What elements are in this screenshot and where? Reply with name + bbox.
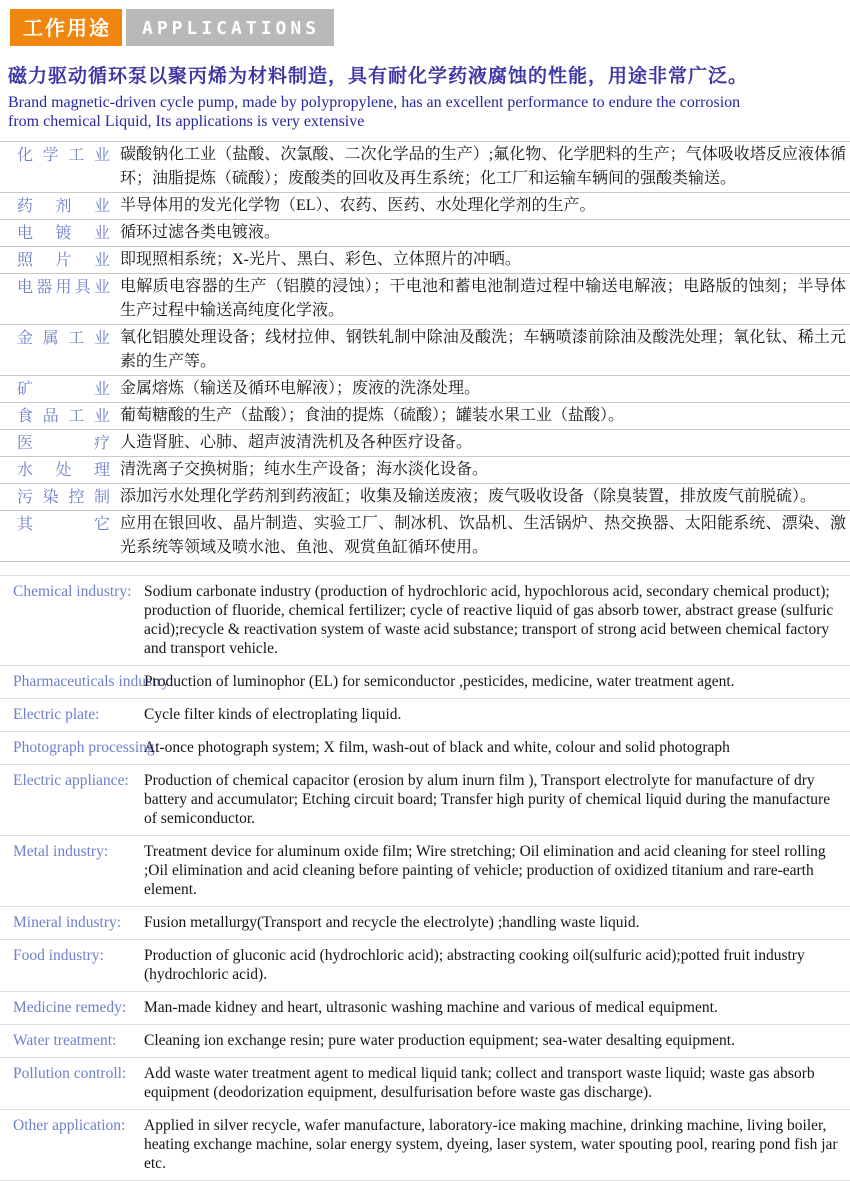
table-row [0,732,850,765]
table-row [0,220,850,247]
applications-table-chinese [0,141,850,562]
row-text: 添加污水处理化学药剂到药液缸；收集及输送废液；废气吸收设备（除臭装置，排放废气前脱硫）。 [120,487,817,505]
row-text: 半导体用的发光化学物（EL）、农药、医药、水处理化学剂的生产。 [120,196,596,214]
row-text: 碳酸钠化工业（盐酸、次氯酸、二次化学品的生产）;氟化物、化学肥料的生产；气体吸收塔反应液体循环；油脂提炼（硫酸）；废酸类的回收及再生系统；化工厂和运输车辆间的强酸类输送。 [120,145,846,187]
catalog-page [0,9,850,1172]
row-label: 金属工业 [17,329,110,347]
table-row [0,274,850,325]
row-text: Man-made kidney and heart, ultrasonic washing machine and various of medical equipment. [144,998,718,1016]
row-text: 即现照相系统；X-光片、黑白、彩色、立体照片的冲晒。 [120,250,521,268]
table-row [0,376,850,403]
row-text: Production of gluconic acid (hydrochloric acid); abstracting cooking oil(sulfuric acid);potted fruit industry (hydrochloric acid). [144,946,805,983]
intro-chinese: 磁力驱动循环泵以聚丙烯为材料制造，具有耐化学药液腐蚀的性能，用途非常广泛。 [8,66,749,87]
row-text: 葡萄糖酸的生产（盐酸）；食油的提炼（硫酸）；罐装水果工业（盐酸）。 [120,406,625,424]
row-label: Medicine remedy: [13,998,127,1016]
table-row [0,484,850,511]
table-row [0,1025,850,1058]
table-row [0,765,850,836]
row-text: At-once photograph system; X film, wash-out of black and white, colour and solid photograph [144,738,730,756]
intro-english-line2: from chemical Liquid, Its applications is very extensive [8,113,365,131]
table-row [0,836,850,907]
row-label: 照片业 [17,251,110,269]
row-label: 化学工业 [17,146,110,164]
row-label: 电器用具业 [17,278,110,296]
table-row [0,457,850,484]
row-label: Chemical industry: [13,582,132,600]
row-text: Cycle filter kinds of electroplating liquid. [144,705,402,723]
section-header [10,9,850,46]
table-row [0,247,850,274]
row-label: Metal industry: [13,842,109,860]
row-text: 人造肾脏、心肺、超声波清洗机及各种医疗设备。 [120,433,473,451]
table-row [0,907,850,940]
row-text: Add waste water treatment agent to medical liquid tank; collect and transport waste liquid; waste gas absorb equipment (deodorization equipment, desulfurisation before waste gas discharge). [144,1064,815,1101]
row-label: Water treatment: [13,1031,117,1049]
table-row [0,576,850,666]
row-text: Treatment device for aluminum oxide film; Wire stretching; Oil elimination and acid cleaning for steel rolling ;Oil elimination and acid cleaning before painting of vehicle; production of oxidized titanium and rare-earth element. [144,842,826,898]
row-label: Photograph processing: [13,738,159,756]
table-row [0,403,850,430]
table-row [0,193,850,220]
table-row [0,325,850,376]
applications-table-english [0,575,850,1181]
row-text: Cleaning ion exchange resin; pure water production equipment; sea-water desalting equipment. [144,1031,735,1049]
section-title-chinese: 工作用途 [10,9,122,46]
table-row [0,1110,850,1181]
row-label: 药剂业 [17,197,110,215]
row-label: Electric appliance: [13,771,129,789]
row-text: 清洗离子交换树脂；纯水生产设备；海水淡化设备。 [120,460,489,478]
row-text: 电解质电容器的生产（铝膜的浸蚀）；干电池和蓄电池制造过程中输送电解液；电路版的蚀刻；半导体生产过程中输送高纯度化学液。 [120,277,846,319]
row-text: Fusion metallurgy(Transport and recycle the electrolyte) ;handling waste liquid. [144,913,640,931]
row-label: Food industry: [13,946,104,964]
row-label: 矿业 [17,380,110,398]
row-text: 循环过滤各类电镀液。 [120,223,281,241]
table-row [0,666,850,699]
row-label: 污染控制 [17,488,110,506]
row-label: Pharmaceuticals industry: [13,672,174,690]
row-label: 其它 [17,515,110,533]
row-label: Pollution controll: [13,1064,127,1082]
section-title-english: APPLICATIONS [126,9,334,46]
table-row [0,699,850,732]
table-row [0,992,850,1025]
row-text: 金属熔炼（输送及循环电解液）；废液的洗涤处理。 [120,379,481,397]
row-text: 应用在银回收、晶片制造、实验工厂、制冰机、饮品机、生活锅炉、热交换器、太阳能系统、漂染、激光系统等领域及喷水池、鱼池、观赏鱼缸循环使用。 [120,514,846,556]
table-row [0,430,850,457]
row-label: 医疗 [17,434,110,452]
row-text: Production of chemical capacitor (erosion by alum inurn film ), Transport electrolyte for manufacture of dry battery and accumulator; Etching circuit board; Transfer high purity of chemical liquid during the manufacture of semiconductor. [144,771,831,827]
row-text: Applied in silver recycle, wafer manufacture, laboratory-ice making machine, drinking machine, living boiler, heating exchange machine, solar energy system, dyeing, laser system, water spouting pool, rearing pond fish jar etc. [144,1116,838,1172]
table-row [0,142,850,193]
table-row [0,511,850,562]
intro-english [8,93,842,132]
table-row [0,1058,850,1110]
row-text: 氧化铝膜处理设备；线材拉伸、钢铁轧制中除油及酸洗；车辆喷漆前除油及酸洗处理；氧化钛、稀土元素的生产等。 [120,328,846,370]
row-text: Sodium carbonate industry (production of hydrochloric acid, hypochlorous acid, secondary chemical product); production of fluoride, chemical fertilizer; cycle of reactive liquid of gas absorb tower, abstract grease (sulfuric acid);recycle & reactivation system of waste acid substance; transport of strong acid between chemical factory and transport vehicle. [144,582,834,657]
row-label: Mineral industry: [13,913,122,931]
table-row [0,940,850,992]
row-label: 食品工业 [17,407,110,425]
row-label: 电镀业 [17,224,110,242]
row-label: Other application: [13,1116,126,1134]
row-label: 水处理 [17,461,110,479]
row-label: Electric plate: [13,705,100,723]
intro-english-line1: Brand magnetic-driven cycle pump, made by polypropylene, has an excellent performance to endure the corrosion [8,93,741,111]
row-text: Production of luminophor (EL) for semiconductor ,pesticides, medicine, water treatment agent. [144,672,735,690]
